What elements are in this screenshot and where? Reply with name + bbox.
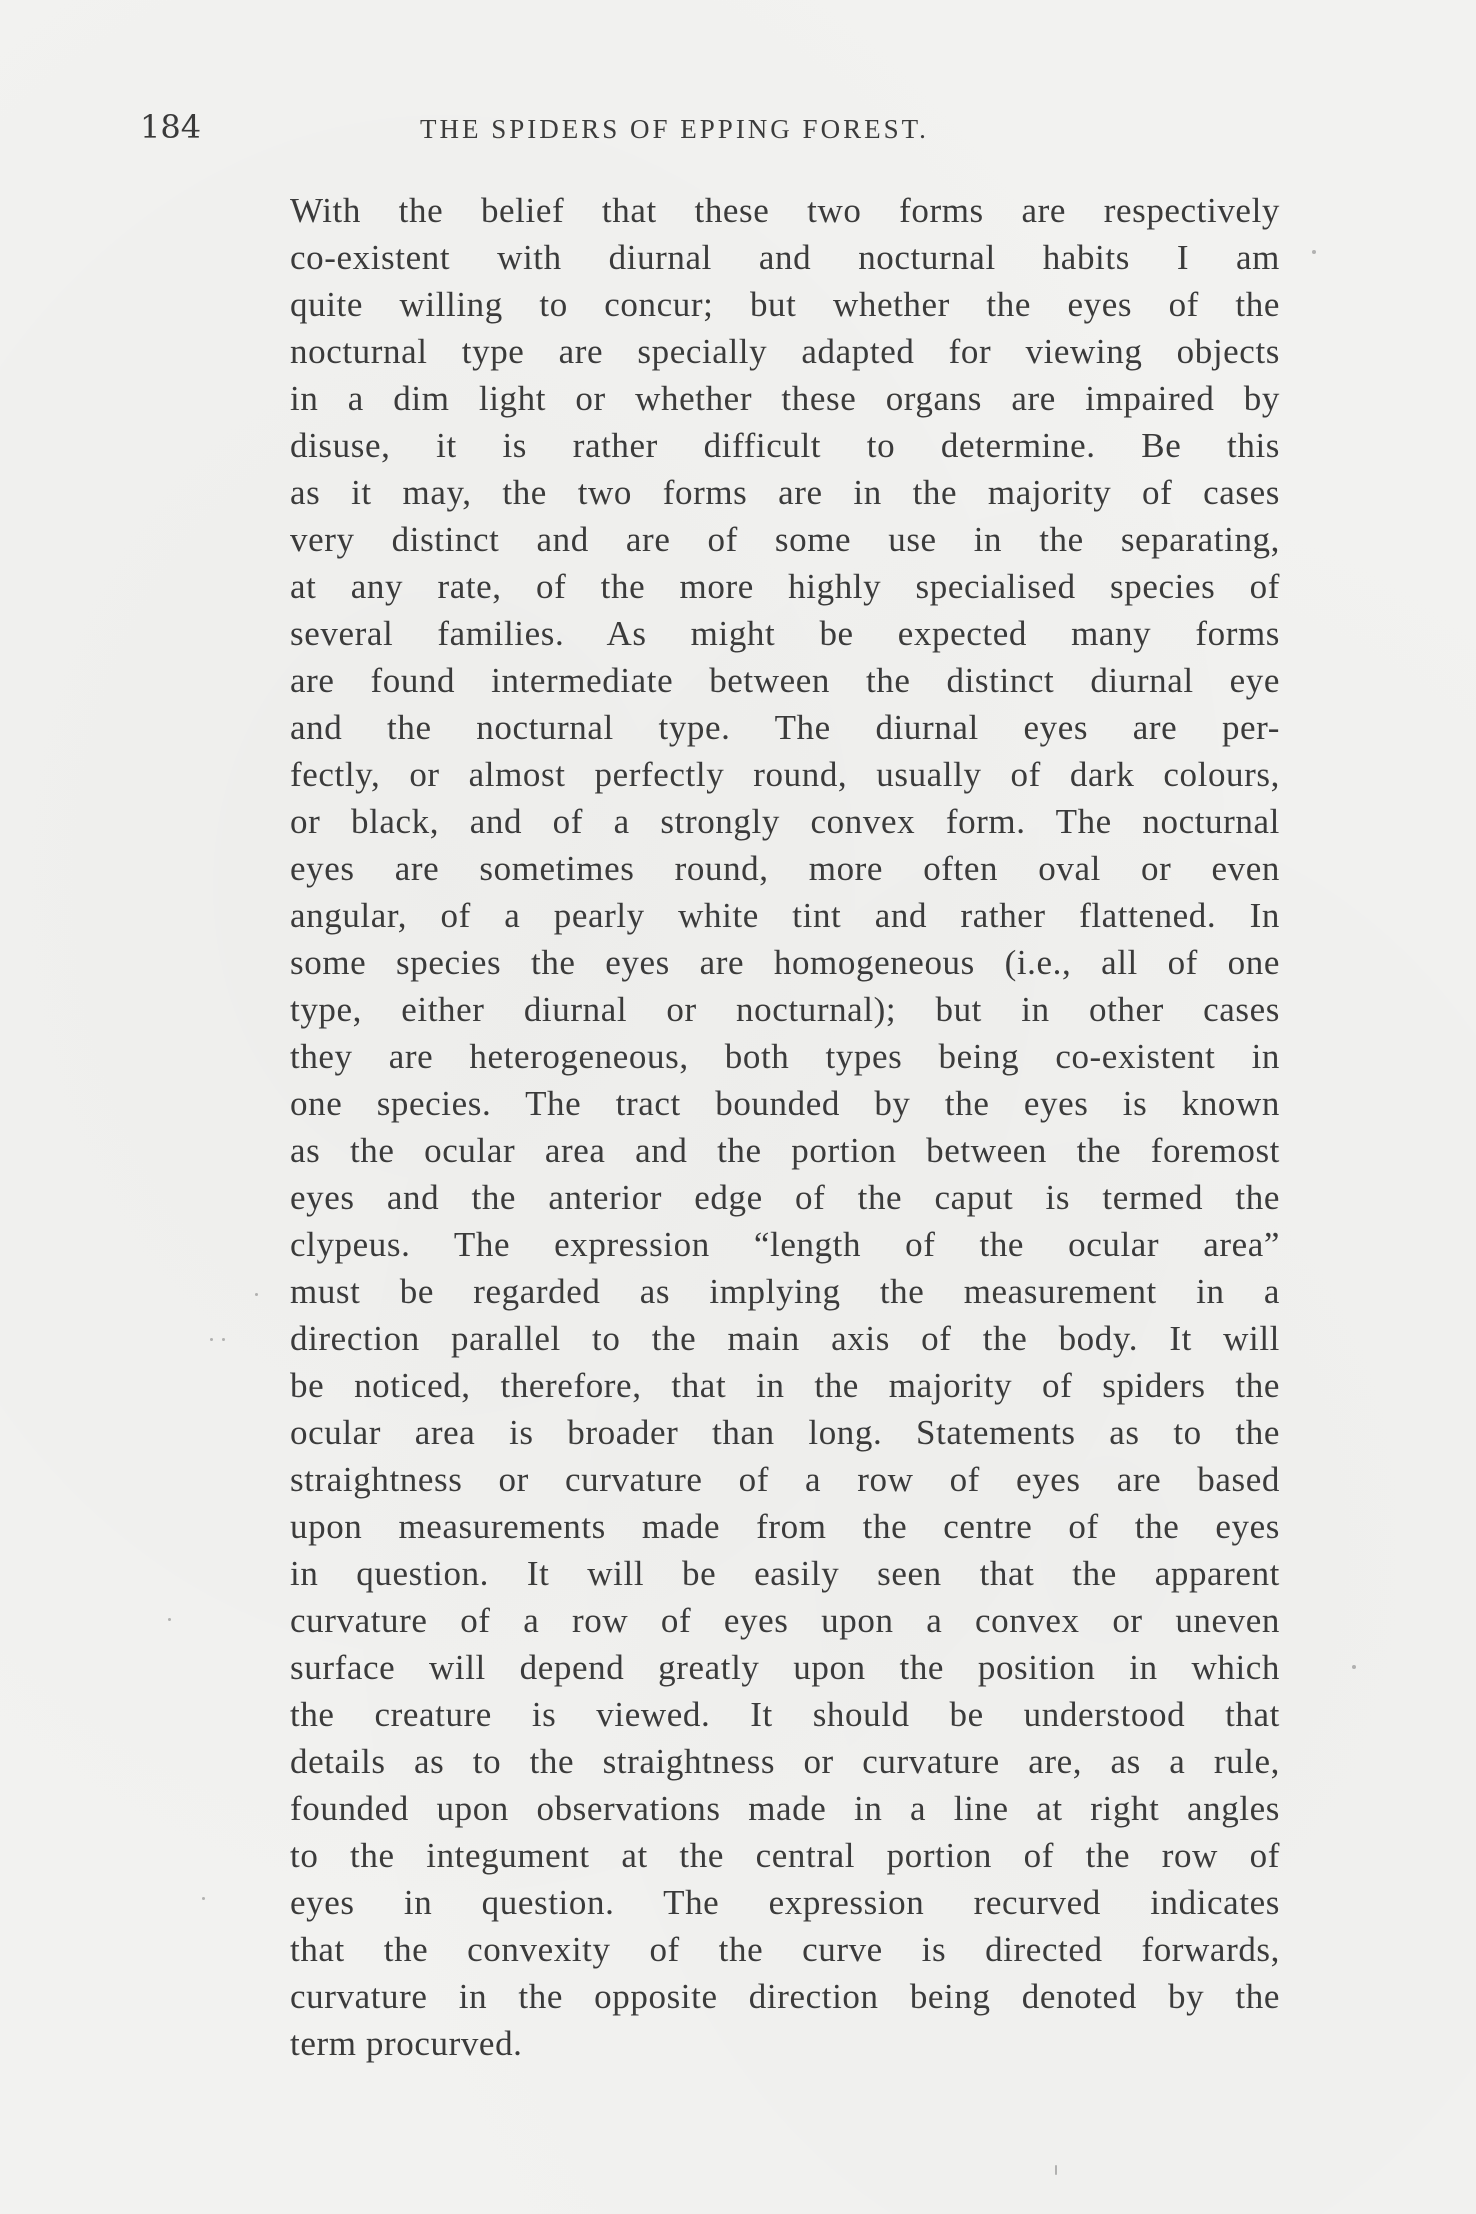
text-line: one species. The tract bounded by the eyes is known (290, 1084, 1280, 1123)
text-line: surface will depend greatly upon the position in which (290, 1648, 1280, 1687)
text-line: or black, and of a strongly convex form. The nocturnal (290, 802, 1280, 841)
text-line: eyes in question. The expression recurved indicates (290, 1883, 1280, 1922)
text-line: at any rate, of the more highly specialised species of (290, 567, 1280, 606)
text-line: as the ocular area and the portion between the foremost (290, 1131, 1280, 1170)
text-line: and the nocturnal type. The diurnal eyes are per- (290, 708, 1280, 747)
body-paragraph (290, 187, 1280, 2067)
paper-speck (202, 1897, 205, 1900)
text-line: must be regarded as implying the measurement in a (290, 1272, 1280, 1311)
text-line: eyes and the anterior edge of the caput is termed the (290, 1178, 1280, 1217)
text-line: to the integument at the central portion of the row of (290, 1836, 1280, 1875)
text-line: founded upon observations made in a line at right angles (290, 1789, 1280, 1828)
text-line: clypeus. The expression “length of the ocular area” (290, 1225, 1280, 1264)
text-line: quite willing to concur; but whether the eyes of the (290, 285, 1280, 324)
text-line: co-existent with diurnal and nocturnal habits I am (290, 238, 1280, 277)
text-line: that the convexity of the curve is directed forwards, (290, 1930, 1280, 1969)
text-line: they are heterogeneous, both types being co-existent in (290, 1037, 1280, 1076)
page-number: 184 (140, 108, 202, 146)
text-line: as it may, the two forms are in the majority of cases (290, 473, 1280, 512)
text-line: are found intermediate between the distinct diurnal eye (290, 661, 1280, 700)
text-line: curvature of a row of eyes upon a convex or uneven (290, 1601, 1280, 1640)
text-line: several families. As might be expected many forms (290, 614, 1280, 653)
text-line: term procurved. (290, 2024, 523, 2063)
text-line: curvature in the opposite direction being denoted by the (290, 1977, 1280, 2016)
text-line: direction parallel to the main axis of the body. It will (290, 1319, 1280, 1358)
text-line: in a dim light or whether these organs are impaired by (290, 379, 1280, 418)
text-line: type, either diurnal or nocturnal); but in other cases (290, 990, 1280, 1029)
text-line: upon measurements made from the centre of the eyes (290, 1507, 1280, 1546)
text-line: be noticed, therefore, that in the majority of spiders the (290, 1366, 1280, 1405)
text-line: the creature is viewed. It should be understood that (290, 1695, 1280, 1734)
text-line: fectly, or almost perfectly round, usually of dark colours, (290, 755, 1280, 794)
paper-speck (222, 1338, 225, 1341)
paper-speck (1055, 2165, 1057, 2175)
text-line: disuse, it is rather difficult to determine. Be this (290, 426, 1280, 465)
paper-speck (168, 1618, 171, 1621)
running-head: THE SPIDERS OF EPPING FOREST. (420, 114, 929, 144)
text-line: very distinct and are of some use in the separating, (290, 520, 1280, 559)
text-line: some species the eyes are homogeneous (i.e., all of one (290, 943, 1280, 982)
text-line: nocturnal type are specially adapted for viewing objects (290, 332, 1280, 371)
text-line: details as to the straightness or curvature are, as a rule, (290, 1742, 1280, 1781)
text-line: eyes are sometimes round, more often oval or even (290, 849, 1280, 888)
text-line: angular, of a pearly white tint and rather flattened. In (290, 896, 1280, 935)
paper-speck (1312, 250, 1316, 254)
text-line: in question. It will be easily seen that the apparent (290, 1554, 1280, 1593)
text-line: ocular area is broader than long. Statements as to the (290, 1413, 1280, 1452)
paper-speck (255, 1293, 258, 1296)
text-line: straightness or curvature of a row of eyes are based (290, 1460, 1280, 1499)
paper-speck (210, 1338, 213, 1341)
paper-speck (1352, 1665, 1356, 1669)
text-line: With the belief that these two forms are respectively (290, 191, 1280, 230)
